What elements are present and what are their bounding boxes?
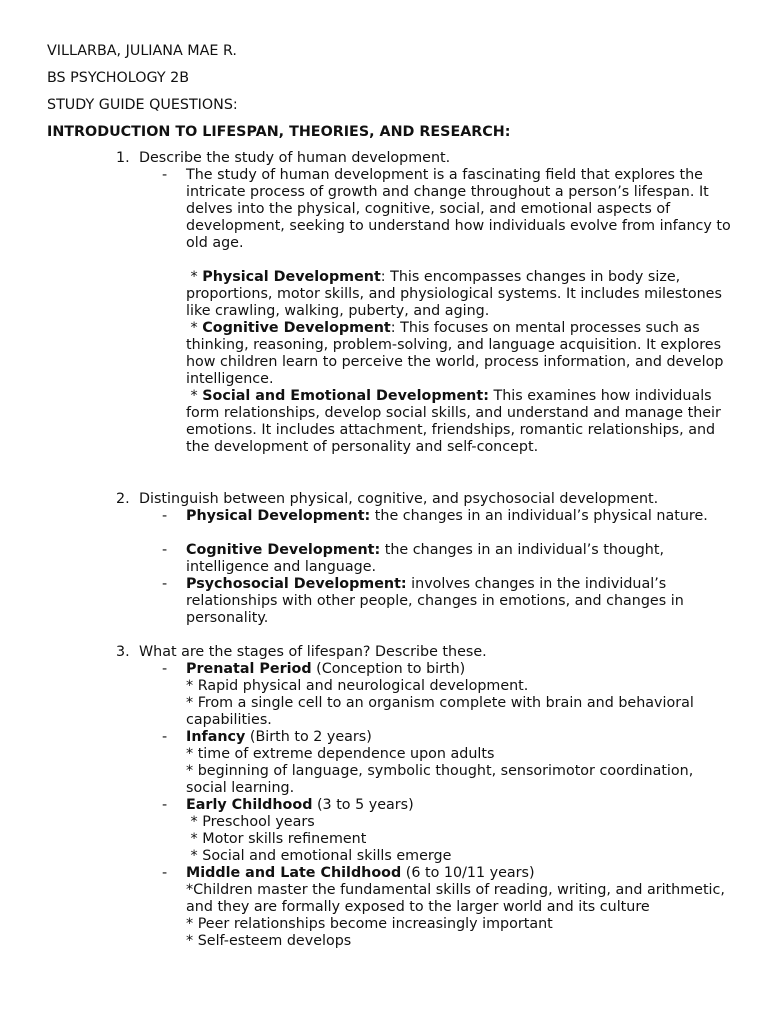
development-area: * Physical Development: This encompasses changes in body size, proportions, motor skills, and physiological systems. It includes milestones like crawling, walking, puberty, and aging.: [186, 269, 722, 319]
stage-prenatal: [186, 661, 731, 729]
stage-note: * Social and emotional skills emerge: [186, 848, 452, 864]
question-number: 1.: [116, 150, 130, 166]
development-area: * Social and Emotional Development: This examines how individuals form relationships, develop social skills, and understand and manage their emotions. It includes attachment, friendships, romantic relationships, and the development of personality and self-concept.: [186, 388, 721, 455]
dash-bullet: -: [162, 167, 168, 183]
stage-range: (3 to 5 years): [312, 797, 414, 813]
stage-note: * beginning of language, symbolic thought, sensorimotor coordination, social learning.: [186, 763, 694, 796]
dash-bullet: -: [162, 865, 168, 881]
question-number: 2.: [116, 491, 130, 507]
question-text: Describe the study of human development.: [139, 150, 451, 166]
stage-range: (Conception to birth): [311, 661, 466, 677]
stage-name: Infancy: [186, 729, 246, 745]
document-label: STUDY GUIDE QUESTIONS:: [47, 97, 238, 113]
dash-bullet: -: [162, 797, 168, 813]
question-text: What are the stages of lifespan? Describe these.: [139, 644, 487, 660]
stage-note: * Preschool years: [186, 814, 315, 830]
stage-note: * Rapid physical and neurological development.: [186, 678, 529, 694]
area-term: Cognitive Development: [202, 320, 391, 336]
dash-bullet: -: [162, 729, 168, 745]
distinction-item: Cognitive Development: the changes in an individual’s thought, intelligence and language.: [186, 542, 665, 575]
stage-name: Middle and Late Childhood: [186, 865, 402, 881]
stage-note: * Self-esteem develops: [186, 933, 352, 949]
question-number: 3.: [116, 644, 130, 660]
dash-bullet: -: [162, 576, 168, 592]
dash-bullet: -: [162, 542, 168, 558]
stage-range: (Birth to 2 years): [245, 729, 372, 745]
stage-note: * Peer relationships become increasingly important: [186, 916, 553, 932]
answer-intro: The study of human development is a fascinating field that explores the intricate process of growth and change throughout a person’s lifespan. It delves into the physical, cognitive, social, and emotional aspects of development, seeking to understand how individuals evolve from infancy to old age.: [186, 167, 731, 251]
distinction-item: Physical Development: the changes in an individual’s physical nature.: [186, 508, 708, 524]
stage-name: Early Childhood: [186, 797, 313, 813]
stage-range: (6 to 10/11 years): [401, 865, 535, 881]
distinction-item: Psychosocial Development: involves changes in the individual’s relationships with other people, changes in emotions, and changes in personality.: [186, 576, 684, 626]
dash-bullet: -: [162, 661, 168, 677]
stage-note: *Children master the fundamental skills of reading, writing, and arithmetic, and they are formally exposed to the larger world and its culture: [186, 882, 725, 915]
item-term: Psychosocial Development:: [186, 576, 407, 592]
answer-1-block: [186, 167, 731, 456]
stage-name: Prenatal Period: [186, 661, 312, 677]
section-title: INTRODUCTION TO LIFESPAN, THEORIES, AND RESEARCH:: [47, 124, 511, 140]
stage-middle-late-childhood: [186, 865, 731, 950]
item-term: Cognitive Development:: [186, 542, 381, 558]
dash-bullet: -: [162, 508, 168, 524]
stage-early-childhood: [186, 797, 731, 865]
question-text: Distinguish between physical, cognitive, and psychosocial development.: [139, 491, 659, 507]
stage-note: * Motor skills refinement: [186, 831, 367, 847]
course-label: BS PSYCHOLOGY 2B: [47, 70, 190, 86]
item-term: Physical Development:: [186, 508, 371, 524]
stage-infancy: [186, 729, 731, 797]
area-term: Social and Emotional Development:: [202, 388, 489, 404]
student-name: VILLARBA, JULIANA MAE R.: [47, 43, 237, 59]
stage-note: * From a single cell to an organism complete with brain and behavioral capabilities.: [186, 695, 694, 728]
stage-note: * time of extreme dependence upon adults: [186, 746, 495, 762]
development-area: * Cognitive Development: This focuses on mental processes such as thinking, reasoning, problem-solving, and language acquisition. It explores how children learn to perceive the world, process information, and develop intelligence.: [186, 320, 724, 387]
area-term: Physical Development: [202, 269, 381, 285]
